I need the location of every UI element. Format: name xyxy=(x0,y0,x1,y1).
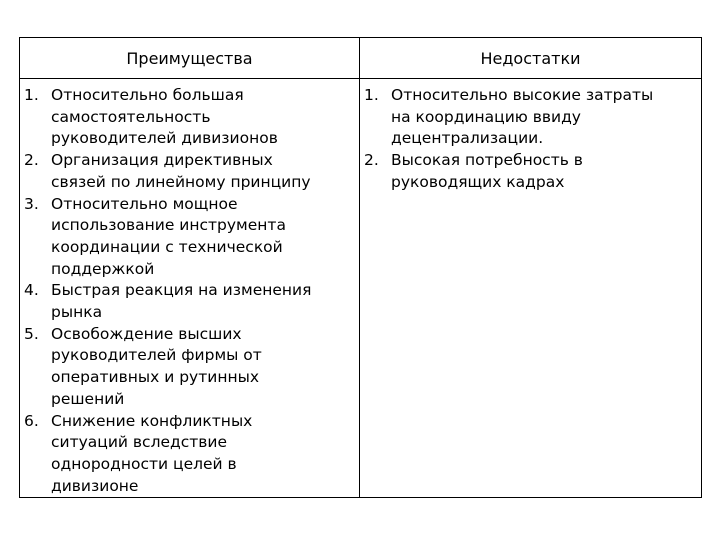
list-item-number: 6. xyxy=(24,411,39,430)
list-item-line: Высокая потребность в xyxy=(391,151,583,170)
comparison-table xyxy=(19,37,702,498)
list-item-number: 3. xyxy=(24,194,39,213)
list-item-line: самостоятельность xyxy=(51,107,211,126)
advantage-item-3 xyxy=(20,194,359,281)
list-item-line: руководителей фирмы от xyxy=(51,346,262,365)
advantage-item-6 xyxy=(20,411,359,498)
advantages-list xyxy=(20,79,359,497)
list-item-line: Освобождение высших xyxy=(51,324,242,343)
disadvantages-header: Недостатки xyxy=(360,38,702,79)
advantage-item-1 xyxy=(20,85,359,150)
advantage-item-5 xyxy=(20,324,359,411)
list-item-number: 2. xyxy=(24,151,39,170)
advantage-item-2 xyxy=(20,150,359,193)
list-item-line: Относительно большая xyxy=(51,86,244,104)
list-item-line: рынка xyxy=(51,303,103,322)
list-item-line: Организация директивных xyxy=(51,151,273,170)
advantages-cell xyxy=(20,79,360,498)
list-item-line: руководителей дивизионов xyxy=(51,129,278,148)
list-item-line: поддержкой xyxy=(51,259,155,278)
list-item-line: использование инструмента xyxy=(51,216,286,235)
disadvantages-cell xyxy=(360,79,702,498)
list-item-number: 1. xyxy=(364,86,379,104)
list-item-line: Снижение конфликтных xyxy=(51,411,253,430)
list-item-number: 2. xyxy=(364,151,379,170)
list-item-line: на координацию ввиду xyxy=(391,107,581,126)
list-item-number: 5. xyxy=(24,324,39,343)
disadvantage-item-2 xyxy=(360,150,701,193)
list-item-number: 1. xyxy=(24,86,39,104)
advantages-header: Преимущества xyxy=(20,38,360,79)
list-item-line: координации с технической xyxy=(51,237,283,256)
list-item-line: децентрализации. xyxy=(391,129,544,148)
advantage-item-4 xyxy=(20,280,359,323)
list-item-line: связей по линейному принципу xyxy=(51,172,311,191)
list-item-line: Относительно мощное xyxy=(51,194,238,213)
disadvantage-item-1 xyxy=(360,85,701,150)
list-item-line: однородности целей в xyxy=(51,454,237,473)
disadvantages-list xyxy=(360,79,701,194)
list-item-line: дивизионе xyxy=(51,476,139,495)
header-row xyxy=(20,38,702,79)
list-item-line: Быстрая реакция на изменения xyxy=(51,281,312,300)
list-item-line: решений xyxy=(51,389,125,408)
list-item-line: Относительно высокие затраты xyxy=(391,86,654,104)
list-item-line: ситуаций вследствие xyxy=(51,433,228,452)
list-item-line: руководящих кадрах xyxy=(391,172,565,191)
list-item-number: 4. xyxy=(24,281,39,300)
content-row xyxy=(20,79,702,498)
list-item-line: оперативных и рутинных xyxy=(51,368,259,387)
